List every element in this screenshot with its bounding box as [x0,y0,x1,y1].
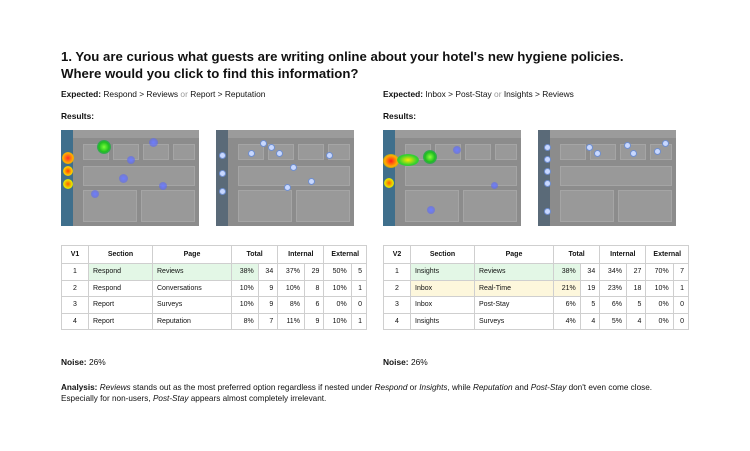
emph-reputation: Reputation [472,383,513,392]
analysis-line-1 [61,382,701,393]
row-external-pct: 0% [646,297,673,314]
row-number: 3 [384,297,411,314]
row-total-count: 19 [580,280,600,297]
noise-label: Noise: [61,357,87,367]
row-number: 1 [384,264,411,281]
row-total-pct: 21% [554,280,581,297]
row-number: 1 [62,264,89,281]
row-internal-pct: 8% [278,297,305,314]
row-section: Insights [411,264,475,281]
row-external-pct: 70% [646,264,673,281]
emph-respond: Respond [374,383,408,392]
row-internal-pct: 6% [600,297,627,314]
col-header-external: External [324,246,367,264]
row-internal-count: 4 [626,313,646,330]
col-header-variant: V2 [384,246,411,264]
row-total-pct: 38% [232,264,259,281]
row-internal-pct: 23% [600,280,627,297]
col-header-page: Page [153,246,232,264]
row-page: Post-Stay [475,297,554,314]
col-header-internal: Internal [600,246,646,264]
table-row [384,313,689,330]
row-external-pct: 50% [324,264,351,281]
analysis-text-6: Especially for non-users, [61,394,151,403]
row-total-count: 9 [258,297,278,314]
row-internal-pct: 10% [278,280,305,297]
analysis-line-2 [61,393,701,404]
row-number: 2 [62,280,89,297]
table-row [62,280,367,297]
heatmap-screenshots [383,130,693,230]
row-section: Insights [411,313,475,330]
table-row [62,264,367,281]
table-row [384,280,689,297]
noise-value: 26% [410,357,428,367]
question-title [61,48,701,82]
row-external-count: 1 [673,280,688,297]
row-internal-count: 8 [304,280,324,297]
analysis-text-3: , while [447,383,471,392]
heatmap-screenshot-1 [61,130,199,226]
row-total-pct: 10% [232,280,259,297]
row-total-pct: 38% [554,264,581,281]
row-total-count: 5 [580,297,600,314]
row-number: 2 [384,280,411,297]
expected-label: Expected: [383,89,424,99]
noise-line [61,357,106,367]
results-label: Results: [383,111,417,121]
row-number: 4 [62,313,89,330]
expected-path-a: Respond > Reviews [103,89,179,99]
col-header-variant: V1 [62,246,89,264]
row-external-pct: 0% [646,313,673,330]
table-header-row [62,246,367,264]
emph-post-stay: Post-Stay [530,383,567,392]
heatmap-screenshot-2 [538,130,676,226]
col-header-page: Page [475,246,554,264]
row-external-pct: 10% [324,280,351,297]
expected-path-b: Report > Reputation [190,89,266,99]
row-external-pct: 10% [646,280,673,297]
row-page: Surveys [153,297,232,314]
expected-or: or [494,89,502,99]
expected-line [61,88,371,100]
row-external-pct: 10% [324,313,351,330]
col-header-total: Total [554,246,600,264]
row-page: Surveys [475,313,554,330]
row-total-count: 4 [580,313,600,330]
table-row [62,313,367,330]
row-section: Report [89,297,153,314]
row-section: Report [89,313,153,330]
row-external-count: 7 [673,264,688,281]
row-external-count: 0 [351,297,366,314]
row-internal-pct: 34% [600,264,627,281]
row-external-count: 5 [351,264,366,281]
row-external-count: 1 [351,313,366,330]
row-internal-count: 29 [304,264,324,281]
table-row [384,297,689,314]
emph-insights: Insights [419,383,448,392]
row-internal-count: 9 [304,313,324,330]
row-internal-count: 27 [626,264,646,281]
variant-2-column [383,88,693,367]
col-header-section: Section [89,246,153,264]
col-header-total: Total [232,246,278,264]
analysis-text-4: and [514,383,529,392]
row-page: Reviews [153,264,232,281]
analysis-text-2: or [409,383,417,392]
row-section: Inbox [411,280,475,297]
row-total-pct: 10% [232,297,259,314]
row-total-count: 34 [258,264,278,281]
col-header-internal: Internal [278,246,324,264]
row-total-pct: 4% [554,313,581,330]
row-page: Real-Time [475,280,554,297]
row-section: Respond [89,280,153,297]
row-section: Inbox [411,297,475,314]
row-total-pct: 6% [554,297,581,314]
analysis-text [61,382,701,404]
analysis-text-7: appears almost completely irrelevant. [190,394,327,403]
row-internal-pct: 5% [600,313,627,330]
results-table-v1 [61,245,367,330]
expected-path-b: Insights > Reviews [503,89,574,99]
col-header-section: Section [411,246,475,264]
row-internal-pct: 37% [278,264,305,281]
results-table-v2 [383,245,689,330]
row-number: 4 [384,313,411,330]
noise-label: Noise: [383,357,409,367]
row-total-count: 7 [258,313,278,330]
expected-path-a: Inbox > Post-Stay [425,89,492,99]
noise-value: 26% [88,357,106,367]
row-total-pct: 8% [232,313,259,330]
heatmap-screenshot-2 [216,130,354,226]
row-page: Reviews [475,264,554,281]
row-external-count: 1 [351,280,366,297]
analysis-label: Analysis: [61,383,98,392]
emph-post-stay-2: Post-Stay [152,394,189,403]
table-row [384,264,689,281]
row-internal-pct: 11% [278,313,305,330]
noise-line [383,357,428,367]
row-section: Respond [89,264,153,281]
row-total-count: 9 [258,280,278,297]
expected-label: Expected: [61,89,102,99]
row-total-count: 34 [580,264,600,281]
heatmap-screenshot-1 [383,130,521,226]
analysis-text-1: stands out as the most preferred option regardless if nested under [132,383,373,392]
row-internal-count: 5 [626,297,646,314]
question-line-2: Where would you click to find this information? [61,66,359,81]
heatmap-screenshots [61,130,371,230]
expected-line [383,88,693,100]
row-page: Reputation [153,313,232,330]
expected-or: or [180,89,188,99]
row-page: Conversations [153,280,232,297]
col-header-external: External [646,246,689,264]
variant-1-column [61,88,371,367]
row-number: 3 [62,297,89,314]
analysis-text-5: don't even come close. [568,383,653,392]
row-internal-count: 18 [626,280,646,297]
table-header-row [384,246,689,264]
question-line-1: 1. You are curious what guests are writing online about your hotel's new hygiene policies. [61,49,624,64]
row-external-count: 0 [673,313,688,330]
emph-reviews: Reviews [99,383,131,392]
table-row [62,297,367,314]
row-external-pct: 0% [324,297,351,314]
results-label: Results: [61,111,95,121]
row-external-count: 0 [673,297,688,314]
row-internal-count: 6 [304,297,324,314]
